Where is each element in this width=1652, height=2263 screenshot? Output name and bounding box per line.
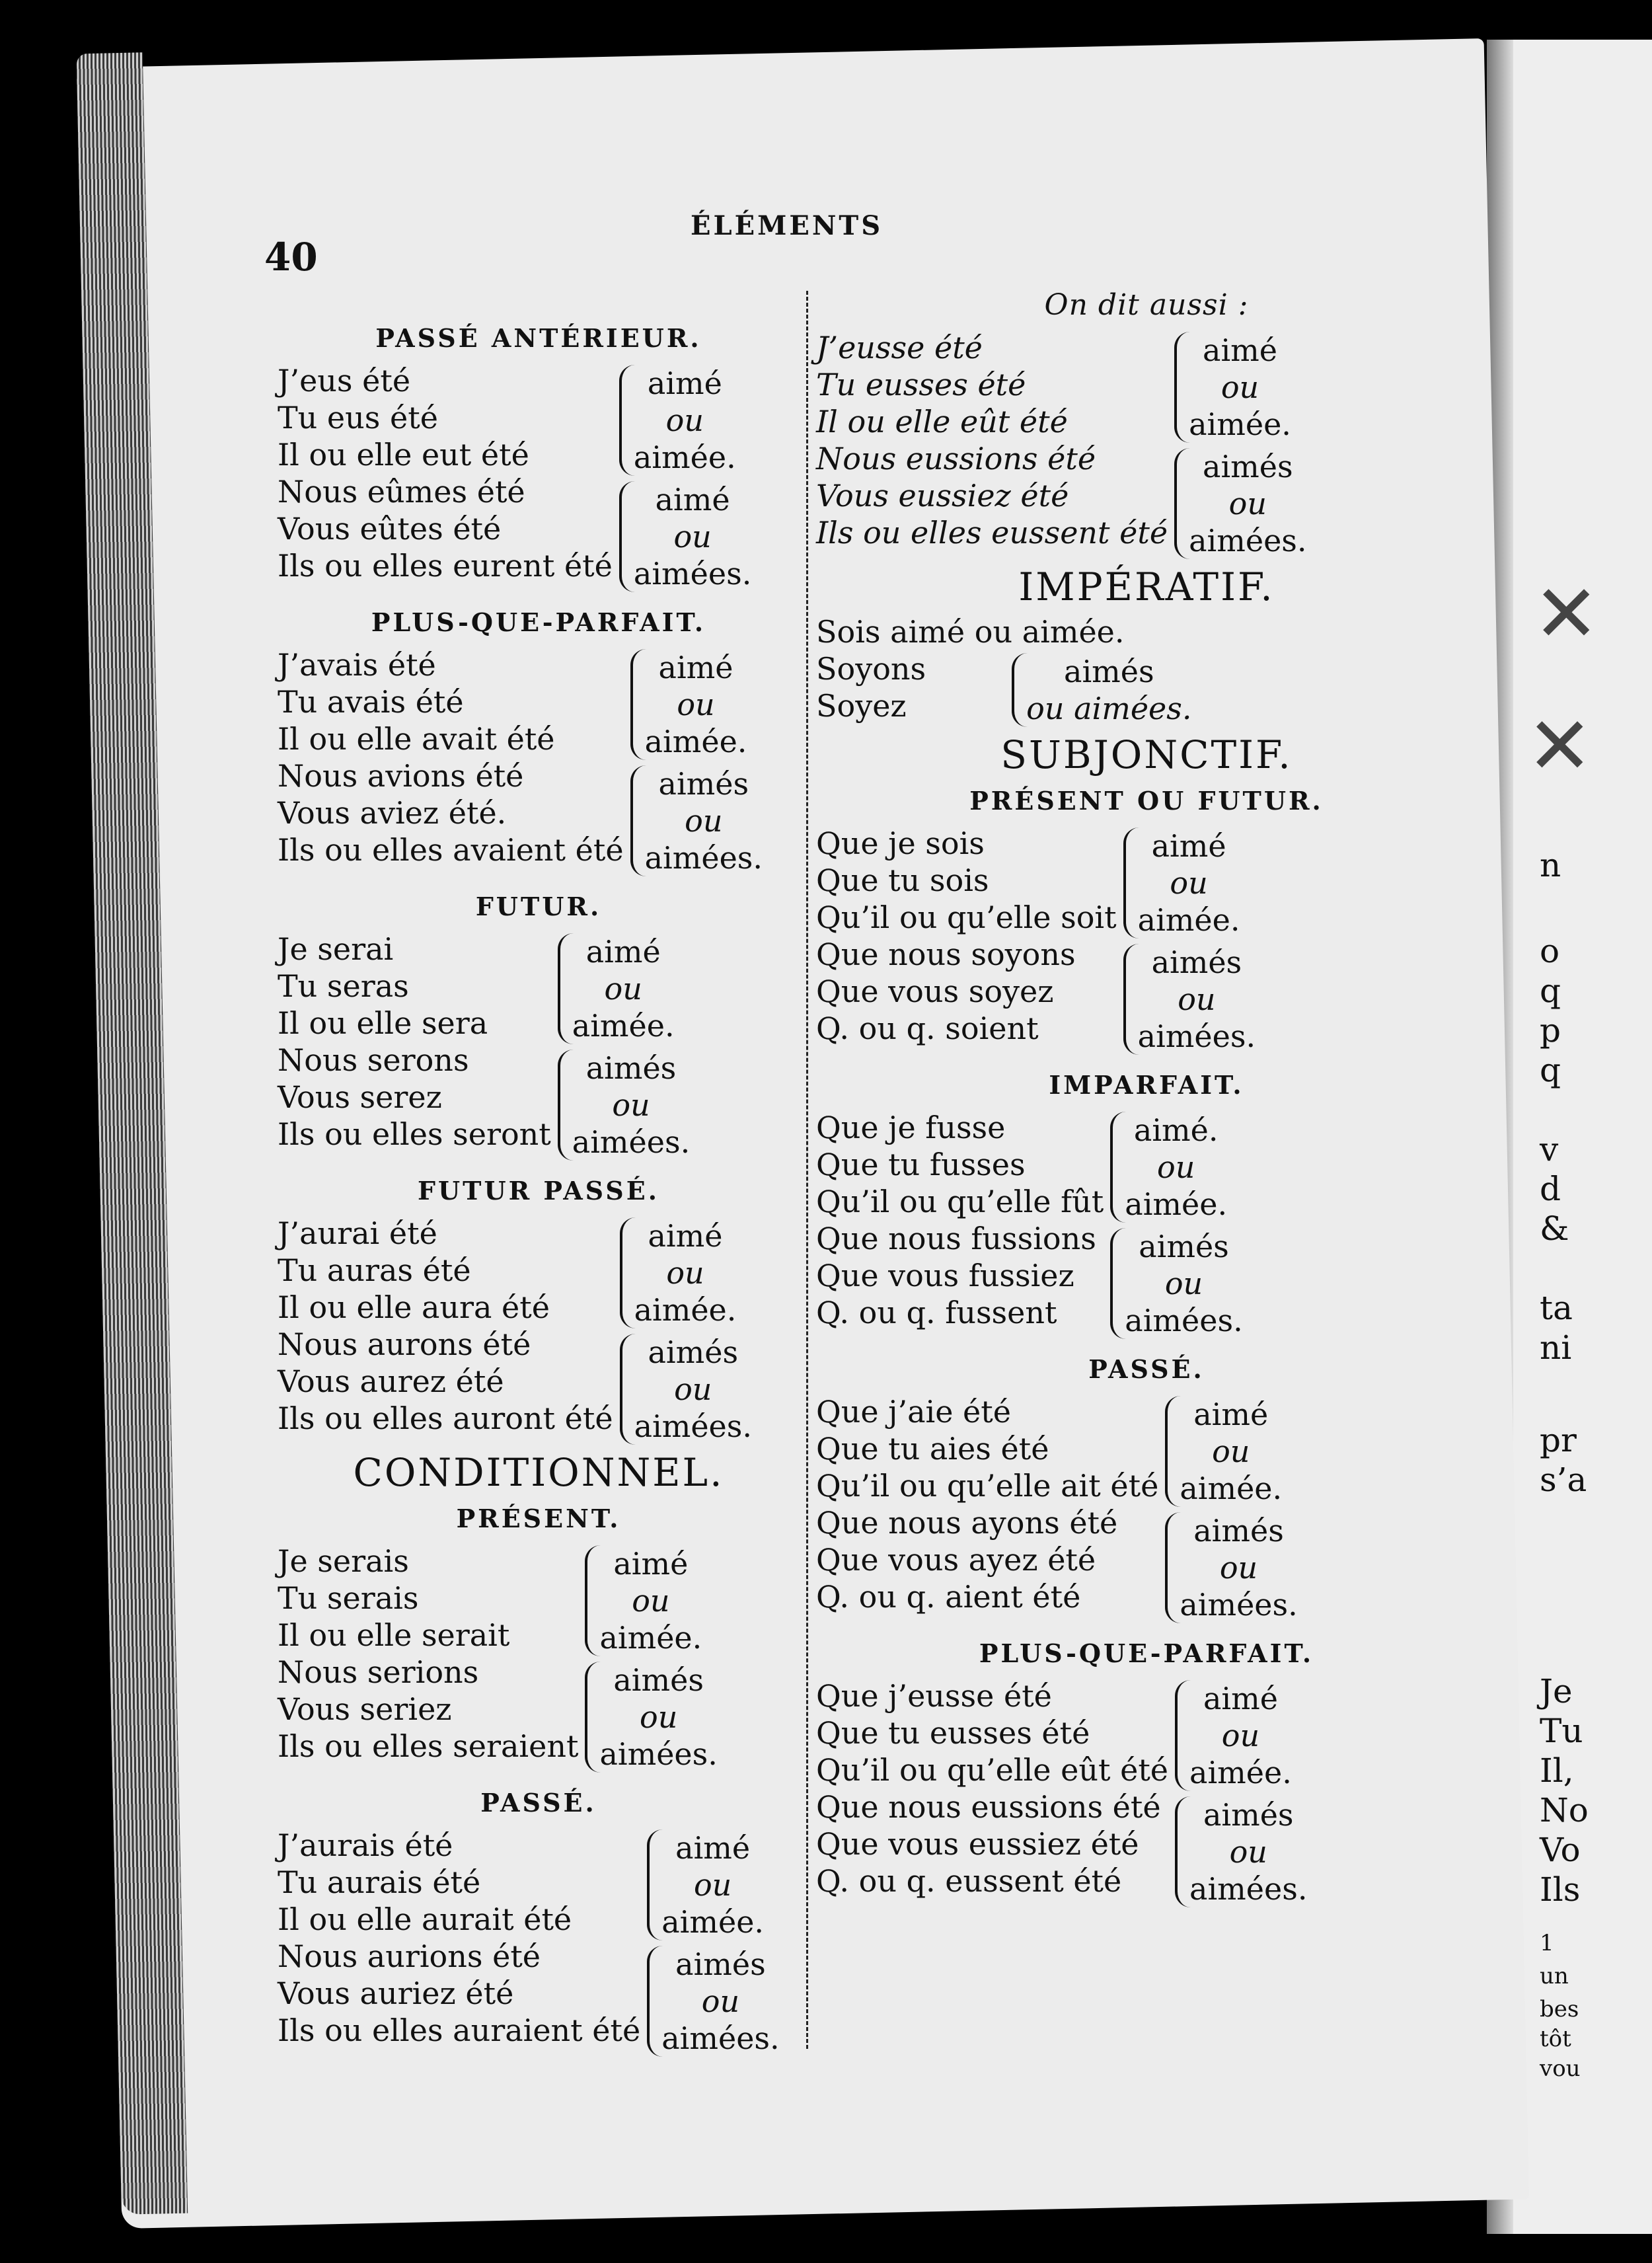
conjugation-line: Il ou elle serait (278, 1617, 510, 1653)
conjugation-line: Vous eussiez été (816, 478, 1069, 514)
brace-option: aimée. (599, 1620, 702, 1656)
conjugation-line: Vous aurez été (278, 1363, 504, 1399)
facing-page-fragment: un (1540, 1963, 1569, 1989)
left-column (278, 311, 800, 2059)
brace-options (634, 1334, 752, 1445)
brace-plural (630, 765, 763, 876)
brace-option: aimé (1203, 1681, 1278, 1716)
brace-option-or: ou (1212, 1434, 1250, 1469)
conjugation-line: Que nous fussions (816, 1221, 1096, 1256)
brace-options (1189, 1796, 1307, 1907)
conjugation-forms (816, 329, 1168, 562)
conjugation-line: Nous serions (278, 1654, 479, 1690)
brace-column (1175, 1677, 1307, 1910)
imperatif-heading: IMPÉRATIF. (1018, 564, 1275, 609)
brace-option: aimées. (572, 1124, 691, 1160)
brace-option: aimée. (1137, 902, 1240, 938)
brace-plural (1012, 653, 1191, 727)
conjugation-line: Nous eûmes été (278, 474, 525, 510)
conjugation-line: Ils ou elles auraient été (278, 2013, 641, 2048)
brace-options (1189, 332, 1291, 443)
section-title: FUTUR PASSÉ. (418, 1176, 659, 1206)
facing-page-fragment: q (1540, 972, 1561, 1010)
brace-option: aimées. (1189, 1871, 1308, 1907)
conjugation-block (278, 1827, 800, 2059)
conjugation-line: Que tu fusses (816, 1147, 1026, 1182)
conjugation-line: Que j’eusse été (816, 1678, 1052, 1714)
facing-page-fragment: Je (1540, 1672, 1573, 1710)
brace-plural (1165, 1512, 1297, 1623)
brace-column (1123, 825, 1256, 1057)
section-title: IMPARFAIT. (1049, 1070, 1244, 1100)
brace-plural (585, 1662, 717, 1773)
brace-plural (620, 1334, 752, 1445)
section-title: PASSÉ ANTÉRIEUR. (375, 323, 702, 353)
facing-page-fragment: n (1540, 846, 1561, 884)
conjugation-line: J’eus été (278, 363, 411, 399)
conjugation-forms (816, 650, 926, 730)
brace-plural (1110, 1228, 1242, 1339)
brace-option: aimés (1193, 1513, 1284, 1549)
brace-options (1125, 1228, 1242, 1339)
conjugation-line: Il ou elle avait été (278, 721, 555, 757)
brace-option: aimées. (1180, 1587, 1298, 1623)
brace-option-or: ou (1229, 1834, 1267, 1870)
conjugation-line: Tu eus été (278, 400, 438, 436)
conjugation-line: Tu seras (278, 968, 409, 1004)
conjugation-line: Il ou elle eut été (278, 437, 529, 473)
conjugation-forms (278, 1215, 613, 1447)
brace-option: aimées. (1125, 1303, 1243, 1338)
conjugation-block (278, 1215, 800, 1447)
brace-option: aimées. (599, 1736, 718, 1772)
brace-options (645, 765, 763, 876)
conjugation-line: Vous serez (278, 1079, 442, 1115)
conjugation-line: Tu aurais été (278, 1864, 481, 1900)
conjugation-line: Que tu aies été (816, 1431, 1049, 1467)
subjonctif-heading: SUBJONCTIF. (1000, 732, 1293, 777)
brace-option-or: ou (1170, 865, 1208, 901)
brace-option-or: ou (604, 971, 642, 1007)
conjugation-forms (278, 1543, 578, 1775)
facing-page-fragment: 1 (1540, 1930, 1554, 1956)
brace-column (932, 650, 1191, 730)
conjugation-line: J’avais été (278, 647, 436, 683)
brace-option: aimés (1151, 944, 1242, 980)
conjugation-line: Que vous eussiez été (816, 1826, 1139, 1862)
brace-plural (647, 1946, 779, 2057)
conjugation-forms (816, 1109, 1104, 1342)
conjugation-line: Qu’il ou qu’elle eût été (816, 1752, 1169, 1788)
brace-option-or: ou (632, 1583, 670, 1619)
facing-page-fragment: Vo (1540, 1831, 1581, 1869)
conjugation-forms (278, 362, 613, 595)
facing-page-fragment: & (1540, 1209, 1569, 1248)
conjugation-line: Je serai (278, 931, 394, 967)
brace-option-or: ou (1220, 369, 1259, 405)
facing-page-fragment: q (1540, 1051, 1561, 1089)
brace-plural (619, 481, 751, 592)
brace-option: aimé (1203, 332, 1278, 368)
facing-page-fragment: Tu (1540, 1712, 1583, 1750)
section-title: PLUS-QUE-PARFAIT. (979, 1638, 1314, 1668)
conjugation-line: Que je fusse (816, 1110, 1006, 1145)
conjugation-line: Il ou elle aurait été (278, 1901, 572, 1937)
brace-option: aimé (1151, 828, 1226, 864)
brace-option: aimée. (634, 1292, 737, 1328)
brace-option: aimés (1203, 449, 1293, 484)
brace-option: aimé (613, 1546, 689, 1582)
facing-page-fragment: ta (1540, 1289, 1573, 1327)
brace-option-or: ou (693, 1867, 732, 1903)
conjugation-line: Nous aurons été (278, 1326, 531, 1362)
brace-option: aimés (613, 1662, 704, 1698)
brace-option: aimée. (661, 1904, 765, 1940)
facing-page-fragment: Ils (1540, 1870, 1581, 1909)
brace-singular (1165, 1396, 1297, 1507)
conjugation-line: Que vous fussiez (816, 1258, 1074, 1293)
brace-option-or: ou (612, 1087, 650, 1123)
brace-option: aimées. (633, 556, 752, 592)
brace-column (647, 1827, 779, 2059)
section-title: FUTUR. (475, 892, 602, 921)
brace-options (599, 1662, 717, 1773)
brace-option: aimés (675, 1946, 766, 1982)
conjugation-line: Q. ou q. aient été (816, 1579, 1081, 1615)
brace-option: aimés (1064, 654, 1154, 689)
brace-option: aimé (675, 1830, 751, 1866)
conjugation-line: Ils ou elles eurent été (278, 548, 613, 584)
brace-option: aimé (658, 650, 733, 685)
conjugation-forms (278, 1827, 640, 2059)
brace-option-or: ou (1221, 1718, 1260, 1753)
conjugation-line: Tu eusses été (816, 367, 1026, 403)
brace-singular (1123, 827, 1256, 939)
brace-option-or: ou (1219, 1550, 1258, 1586)
conjugation-block (816, 329, 1477, 562)
section-title: PRÉSENT. (456, 1504, 621, 1533)
conjugation-line: Qu’il ou qu’elle ait été (816, 1468, 1159, 1504)
brace-options (661, 1946, 779, 2057)
facing-page-fragment: o (1540, 932, 1560, 970)
brace-column (620, 1215, 752, 1447)
conjugation-forms (278, 646, 624, 879)
conjugation-block (816, 825, 1477, 1057)
brace-option: aimée. (1189, 1755, 1292, 1790)
brace-option-or: ou (1164, 1266, 1203, 1301)
conjugation-line: Que nous eussions été (816, 1789, 1161, 1825)
brace-column (1110, 1109, 1242, 1342)
facing-page-fragment: s’a (1540, 1461, 1587, 1499)
brace-option-or: ou (674, 1371, 712, 1407)
brace-option: aimée. (633, 440, 736, 475)
conjugation-block (278, 362, 800, 595)
pencil-x-mark: ✕ (1533, 568, 1600, 660)
brace-plural (1174, 448, 1306, 559)
brace-singular (1174, 332, 1306, 443)
conjugation-line: Nous avions été (278, 758, 524, 794)
pencil-x-mark: ✕ (1526, 701, 1593, 792)
brace-option-or: ou (685, 803, 723, 839)
conjugation-line: Que j’aie été (816, 1394, 1011, 1430)
brace-option-or: ou (677, 687, 715, 722)
conjugation-block (816, 1393, 1477, 1626)
brace-options (572, 1050, 690, 1161)
brace-option: aimés (658, 766, 749, 802)
brace-option: aimés (1139, 1229, 1229, 1264)
conjugation-block (816, 1677, 1477, 1910)
brace-option-or: ou (1157, 1149, 1195, 1185)
conjugation-line: Qu’il ou qu’elle fût (816, 1184, 1104, 1219)
brace-option: aimé (655, 482, 730, 518)
brace-option-or: ou (1178, 981, 1216, 1017)
conjugation-line: Il ou elle eût été (816, 404, 1068, 440)
brace-options (599, 1545, 702, 1656)
brace-options (1026, 653, 1191, 727)
conjugation-line: Vous aviez été. (278, 795, 507, 831)
brace-options (1138, 827, 1240, 939)
brace-option-or: ou (1228, 486, 1267, 521)
brace-options (1125, 1112, 1227, 1223)
conjugation-block (278, 931, 800, 1163)
brace-option: aimées. (1137, 1018, 1256, 1054)
right-column (816, 278, 1477, 1910)
brace-option: aimée. (1180, 1471, 1283, 1506)
conjugation-line: Soyez (816, 688, 907, 724)
facing-page-fragment: No (1540, 1791, 1589, 1829)
brace-options (634, 365, 736, 476)
brace-singular (620, 1217, 752, 1328)
conjugation-line: Tu serais (278, 1580, 419, 1616)
conjugation-line: Que nous ayons été (816, 1505, 1118, 1541)
conjugation-line: Soyons (816, 651, 926, 687)
conjugation-line: Que je sois (816, 825, 985, 861)
facing-page-fragment: pr (1540, 1421, 1577, 1459)
brace-options (1138, 944, 1256, 1055)
brace-option-or: ou (666, 1255, 704, 1291)
brace-column (630, 646, 763, 879)
running-head: ÉLÉMENTS (691, 210, 883, 241)
conjugation-line: Q. ou q. fussent (816, 1295, 1057, 1330)
brace-option-or: ou aimées. (1026, 691, 1192, 726)
brace-option: aimée. (1189, 406, 1291, 442)
imperatif-line: Sois aimé ou aimée. (816, 614, 1125, 650)
conjugation-line: Que nous soyons (816, 937, 1076, 972)
brace-option: aimées. (661, 2020, 780, 2056)
brace-plural (1123, 944, 1256, 1055)
conjugation-line: Que vous ayez été (816, 1542, 1096, 1578)
conjugation-line: Que tu eusses été (816, 1715, 1090, 1751)
brace-options (661, 1829, 764, 1940)
conditionnel-heading: CONDITIONNEL. (353, 1450, 724, 1495)
facing-page-fragment: d (1540, 1170, 1561, 1208)
conjugation-forms (816, 1393, 1158, 1626)
brace-options (1180, 1512, 1297, 1623)
conjugation-forms (816, 825, 1117, 1057)
conjugation-line: Ils ou elles seront (278, 1116, 551, 1152)
brace-column (585, 1543, 717, 1775)
brace-option: aimées. (1189, 523, 1307, 558)
brace-option: aimés (585, 1050, 677, 1086)
facing-page-fragment: vou (1540, 2055, 1581, 2082)
conjugation-line: Q. ou q. eussent été (816, 1863, 1122, 1899)
brace-option: aimé. (1133, 1112, 1219, 1148)
brace-column (558, 931, 690, 1163)
conjugation-line: Vous seriez (278, 1691, 452, 1727)
conjugation-line: Ils ou elles seraient (278, 1728, 579, 1764)
conjugation-block (816, 650, 1477, 730)
conjugation-line: Nous aurions été (278, 1938, 541, 1974)
brace-column (1174, 329, 1306, 562)
brace-options (1189, 1680, 1292, 1791)
brace-options (645, 649, 747, 760)
brace-singular (647, 1829, 779, 1940)
conjugation-line: Tu avais été (278, 684, 464, 720)
brace-options (572, 933, 675, 1044)
conjugation-line: Q. ou q. soient (816, 1011, 1039, 1046)
brace-option-or: ou (673, 519, 712, 555)
conjugation-forms (816, 1677, 1168, 1910)
conjugation-line: Ils ou elles eussent été (816, 515, 1168, 551)
brace-options (1189, 448, 1306, 559)
brace-singular (619, 365, 751, 476)
brace-option: aimé (585, 934, 661, 970)
conjugation-forms (278, 931, 551, 1163)
brace-column (619, 362, 751, 595)
brace-plural (558, 1050, 690, 1161)
brace-option: aimés (648, 1334, 739, 1370)
brace-singular (585, 1545, 717, 1656)
brace-option: aimés (1203, 1797, 1294, 1833)
brace-singular (558, 933, 690, 1044)
on-dit-aussi-heading: On dit aussi : (1044, 288, 1249, 322)
facing-page-fragment: bes (1540, 1996, 1579, 2022)
brace-option: aimée. (1125, 1186, 1228, 1222)
facing-page (1513, 40, 1652, 2234)
brace-option: aimé (648, 1218, 723, 1254)
page-number: 40 (264, 235, 318, 280)
conjugation-block (278, 646, 800, 879)
conjugation-line: Ils ou elles auront été (278, 1400, 613, 1436)
brace-option: aimée. (572, 1008, 675, 1044)
conjugation-line: Vous eûtes été (278, 511, 502, 547)
brace-option: aimées. (634, 1408, 752, 1444)
conjugation-line: Nous serons (278, 1042, 469, 1078)
brace-options (634, 1217, 737, 1328)
conjugation-line: Tu auras été (278, 1252, 471, 1288)
conjugation-line: Il ou elle sera (278, 1005, 488, 1041)
section-title: PRÉSENT OU FUTUR. (969, 786, 1324, 816)
brace-option-or: ou (665, 403, 704, 438)
brace-singular (630, 649, 763, 760)
conjugation-block (816, 1109, 1477, 1342)
conjugation-line: Que tu sois (816, 863, 989, 898)
facing-page-fragment: tôt (1540, 2026, 1571, 2052)
brace-option-or: ou (701, 1983, 740, 2019)
brace-option: aimé (647, 365, 722, 401)
section-title: PASSÉ. (1088, 1354, 1205, 1384)
brace-options (1180, 1396, 1282, 1507)
facing-page-fragment: Il, (1540, 1751, 1574, 1790)
conjugation-line: J’aurais été (278, 1827, 453, 1863)
conjugation-line: J’eusse été (816, 330, 983, 365)
brace-option: aimées. (644, 840, 763, 876)
conjugation-line: Que vous soyez (816, 974, 1054, 1009)
conjugation-line: Qu’il ou qu’elle soit (816, 900, 1117, 935)
brace-options (634, 481, 751, 592)
brace-singular (1175, 1680, 1307, 1791)
conjugation-line: Il ou elle aura été (278, 1289, 550, 1325)
facing-page-fragment: p (1540, 1011, 1561, 1050)
conjugation-line: Ils ou elles avaient été (278, 832, 624, 868)
facing-page-fragment: v (1540, 1130, 1559, 1169)
brace-plural (1175, 1796, 1307, 1907)
brace-option-or: ou (640, 1699, 678, 1735)
column-divider (806, 291, 808, 2049)
brace-column (1165, 1393, 1297, 1626)
section-title: PASSÉ. (480, 1788, 597, 1818)
conjugation-line: Nous eussions été (816, 441, 1096, 477)
brace-option: aimée. (644, 724, 747, 759)
brace-singular (1110, 1112, 1242, 1223)
conjugation-line: Vous auriez été (278, 1975, 514, 2011)
brace-option: aimé (1193, 1397, 1269, 1432)
conjugation-line: J’aurai été (278, 1215, 437, 1251)
conjugation-line: Je serais (278, 1543, 409, 1579)
section-title: PLUS-QUE-PARFAIT. (371, 607, 706, 637)
conjugation-block (278, 1543, 800, 1775)
facing-page-fragment: ni (1540, 1328, 1572, 1367)
